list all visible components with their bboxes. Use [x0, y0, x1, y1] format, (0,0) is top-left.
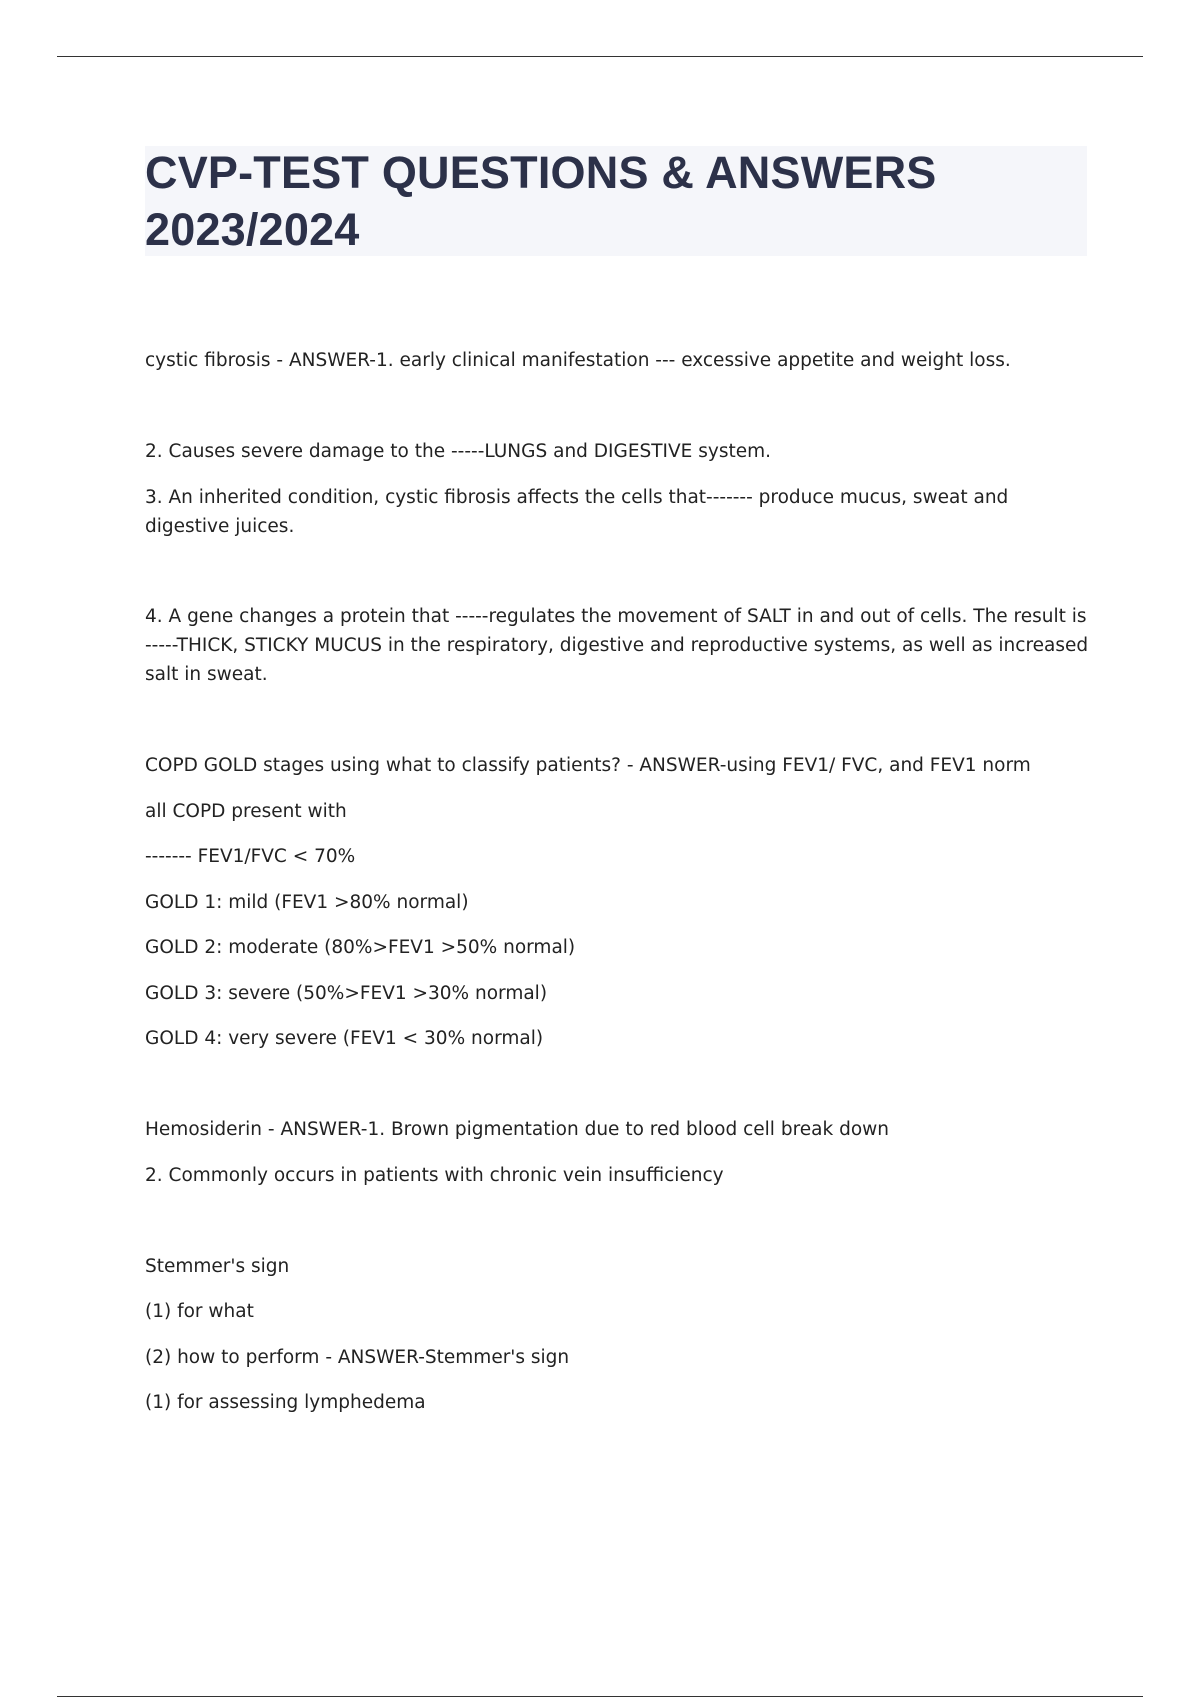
paragraph-gold-1: GOLD 1: mild (FEV1 >80% normal): [145, 892, 469, 913]
paragraph-stemmer: Stemmer's sign: [145, 1256, 290, 1277]
document-title: CVP-TEST QUESTIONS & ANSWERS 2023/2024: [145, 147, 937, 255]
paragraph-stemmer-answer: (1) for assessing lymphedema: [145, 1392, 426, 1413]
paragraph-copd-present: all COPD present with: [145, 801, 347, 822]
paragraph-cystic-fibrosis: cystic fibrosis - ANSWER-1. early clinical manifestation --- excessive appetite and weight loss.: [145, 350, 1011, 371]
paragraph-fev-ratio: ------- FEV1/FVC < 70%: [145, 846, 356, 867]
header-rule: [57, 56, 1143, 57]
paragraph-copd-gold: COPD GOLD stages using what to classify patients? - ANSWER-using FEV1/ FVC, and FEV1 norm: [145, 755, 1031, 776]
paragraph-stemmer-what: (1) for what: [145, 1301, 254, 1322]
paragraph-cf-damage: 2. Causes severe damage to the -----LUNGS and DIGESTIVE system.: [145, 441, 772, 462]
paragraph-hemosiderin: Hemosiderin - ANSWER-1. Brown pigmentation due to red blood cell break down: [145, 1119, 890, 1140]
paragraph-gold-2: GOLD 2: moderate (80%>FEV1 >50% normal): [145, 937, 576, 958]
paragraph-cf-gene: 4. A gene changes a protein that -----regulates the movement of SALT in and out of cells. The result is -----THICK, STICKY MUCUS in the respiratory, digestive and reproductive systems, as well as increased salt in sweat.: [145, 606, 1089, 685]
paragraph-cf-inherited: 3. An inherited condition, cystic fibrosis affects the cells that------- produce mucus, sweat and digestive juices.: [145, 487, 1009, 537]
paragraph-hemosiderin-2: 2. Commonly occurs in patients with chronic vein insufficiency: [145, 1165, 724, 1186]
paragraph-gold-3: GOLD 3: severe (50%>FEV1 >30% normal): [145, 983, 548, 1004]
footer-rule: [57, 1696, 1143, 1697]
paragraph-stemmer-how: (2) how to perform - ANSWER-Stemmer's sign: [145, 1347, 570, 1368]
paragraph-gold-4: GOLD 4: very severe (FEV1 < 30% normal): [145, 1028, 544, 1049]
